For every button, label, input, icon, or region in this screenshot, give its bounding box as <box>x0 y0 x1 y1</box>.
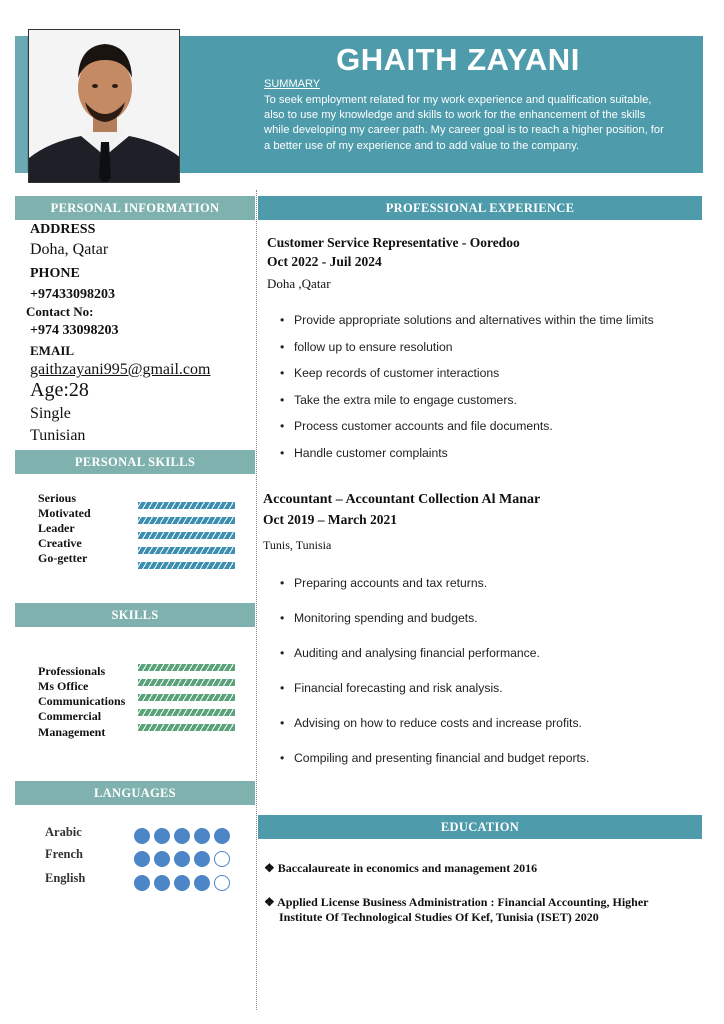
education-text: Baccalaureate in economics and management 2016 <box>277 861 538 875</box>
skill-label: Management <box>38 725 106 739</box>
candidate-name: GHAITH ZAYANI <box>336 42 580 77</box>
rating-dot-filled-icon <box>154 851 170 867</box>
rating-dot-filled-icon <box>134 875 150 891</box>
job-bullet: • Auditing and analysing financial performance. <box>280 646 540 660</box>
personal-information-header: PERSONAL INFORMATION <box>15 196 255 220</box>
job-bullet-text: Take the extra mile to engage customers. <box>294 393 517 407</box>
job-bullet: • Take the extra mile to engage customers. <box>280 393 517 407</box>
skill-bar <box>138 679 235 686</box>
header-accent-strip <box>15 36 27 173</box>
skill-label: Ms Office <box>38 679 89 693</box>
education-text: Applied License Business Administration : Financial Accounting, Higher Institute Of Technological Studies Of Kef, Tunisia (ISET) 2020 <box>277 895 649 924</box>
personal-skill-label: Serious <box>38 491 77 505</box>
job-bullet-text: Preparing accounts and tax returns. <box>294 576 488 590</box>
job-bullet: • Handle customer complaints <box>280 446 448 460</box>
phone-label: PHONE <box>30 266 80 281</box>
job-bullet-text: Process customer accounts and file documents. <box>294 419 553 433</box>
phone-value: +97433098203 <box>30 287 115 302</box>
diamond-bullet-icon: ❖ <box>264 861 278 875</box>
job-bullet-text: Financial forecasting and risk analysis. <box>294 681 503 695</box>
job-bullet-text: Provide appropriate solutions and alternatives within the time limits <box>294 313 654 327</box>
diamond-bullet-icon: ❖ <box>264 895 278 909</box>
profile-photo <box>28 29 180 183</box>
job-bullet: • Preparing accounts and tax returns. <box>280 576 488 590</box>
nationality: Tunisian <box>30 427 86 444</box>
rating-dot-filled-icon <box>154 828 170 844</box>
rating-dot-filled-icon <box>194 875 210 891</box>
rating-dot-filled-icon <box>154 875 170 891</box>
rating-dot-filled-icon <box>134 851 150 867</box>
age-value: Age:28 <box>30 379 89 401</box>
personal-skill-bar <box>138 517 235 524</box>
personal-skill-label: Leader <box>38 521 75 535</box>
job-bullet-text: Monitoring spending and budgets. <box>294 611 478 625</box>
skill-label: Commercial <box>38 709 102 723</box>
job-bullet-text: Handle customer complaints <box>294 446 448 460</box>
language-label: Arabic <box>45 825 82 839</box>
rating-dot-filled-icon <box>194 851 210 867</box>
language-label: French <box>45 847 83 861</box>
professional-experience-header: PROFESSIONAL EXPERIENCE <box>258 196 702 220</box>
job-bullet-text: Keep records of customer interactions <box>294 366 500 380</box>
personal-skill-label: Motivated <box>38 506 91 520</box>
job-location: Tunis, Tunisia <box>263 538 332 552</box>
summary-text: To seek employment related for my work experience and qualification suitable, also to use my knowledge and skills to work for the enhancement of the skills while developing my career path. My career goal is to reach a higher position, for a better use of my experience and to add value to the company. <box>264 94 664 152</box>
skill-bar <box>138 694 235 701</box>
job-bullet: • Advising on how to reduce costs and increase profits. <box>280 716 582 730</box>
column-divider <box>256 190 257 1010</box>
skill-label: Professionals <box>38 664 106 678</box>
job-bullet-text: Auditing and analysing financial performance. <box>294 646 540 660</box>
address-value: Doha, Qatar <box>30 241 109 258</box>
job-bullet: • Process customer accounts and file documents. <box>280 419 553 433</box>
personal-skill-bar <box>138 532 235 539</box>
email-label: EMAIL <box>30 343 75 358</box>
job-title: Customer Service Representative - Ooredoo <box>267 235 520 250</box>
job-dates: Oct 2019 – March 2021 <box>263 512 397 527</box>
email-value[interactable]: gaithzayani995@gmail.com <box>30 361 211 378</box>
job-bullet-text: follow up to ensure resolution <box>294 340 453 354</box>
skill-bar <box>138 664 235 671</box>
rating-dot-filled-icon <box>214 828 230 844</box>
summary-label: SUMMARY <box>264 78 321 90</box>
education-item <box>264 861 664 876</box>
skills-header: SKILLS <box>15 603 255 627</box>
personal-skill-bar <box>138 562 235 569</box>
languages-header: LANGUAGES <box>15 781 255 805</box>
job-bullet: • Compiling and presenting financial and budget reports. <box>280 751 590 765</box>
job-bullet: • Financial forecasting and risk analysis. <box>280 681 503 695</box>
contact-value: +974 33098203 <box>30 323 119 338</box>
job-bullet: • Provide appropriate solutions and alternatives within the time limits <box>280 313 654 327</box>
rating-dot-empty-icon <box>214 875 230 891</box>
language-label: English <box>45 871 86 885</box>
education-header: EDUCATION <box>258 815 702 839</box>
job-bullet: • Keep records of customer interactions <box>280 366 500 380</box>
personal-skill-bar <box>138 502 235 509</box>
rating-dot-filled-icon <box>174 851 190 867</box>
portrait-image <box>29 30 180 183</box>
job-bullet: • Monitoring spending and budgets. <box>280 611 478 625</box>
job-bullet-text: Advising on how to reduce costs and increase profits. <box>294 716 582 730</box>
job-bullet: • follow up to ensure resolution <box>280 340 453 354</box>
job-title: Accountant – Accountant Collection Al Manar <box>263 492 541 507</box>
contact-label: Contact No: <box>26 304 94 319</box>
address-label: ADDRESS <box>30 222 96 237</box>
job-location: Doha ,Qatar <box>267 276 331 291</box>
rating-dot-empty-icon <box>214 851 230 867</box>
personal-skill-label: Go-getter <box>38 551 88 565</box>
personal-skills-header: PERSONAL SKILLS <box>15 450 255 474</box>
personal-skill-bar <box>138 547 235 554</box>
rating-dot-filled-icon <box>194 828 210 844</box>
rating-dot-filled-icon <box>174 828 190 844</box>
rating-dot-filled-icon <box>174 875 190 891</box>
personal-skill-label: Creative <box>38 536 82 550</box>
education-item <box>264 895 679 925</box>
skill-bar <box>138 709 235 716</box>
job-dates: Oct 2022 - Juil 2024 <box>267 254 382 269</box>
skill-label: Communications <box>38 694 126 708</box>
skill-bar <box>138 724 235 731</box>
job-bullet-text: Compiling and presenting financial and budget reports. <box>294 751 590 765</box>
rating-dot-filled-icon <box>134 828 150 844</box>
marital-status: Single <box>30 405 71 422</box>
